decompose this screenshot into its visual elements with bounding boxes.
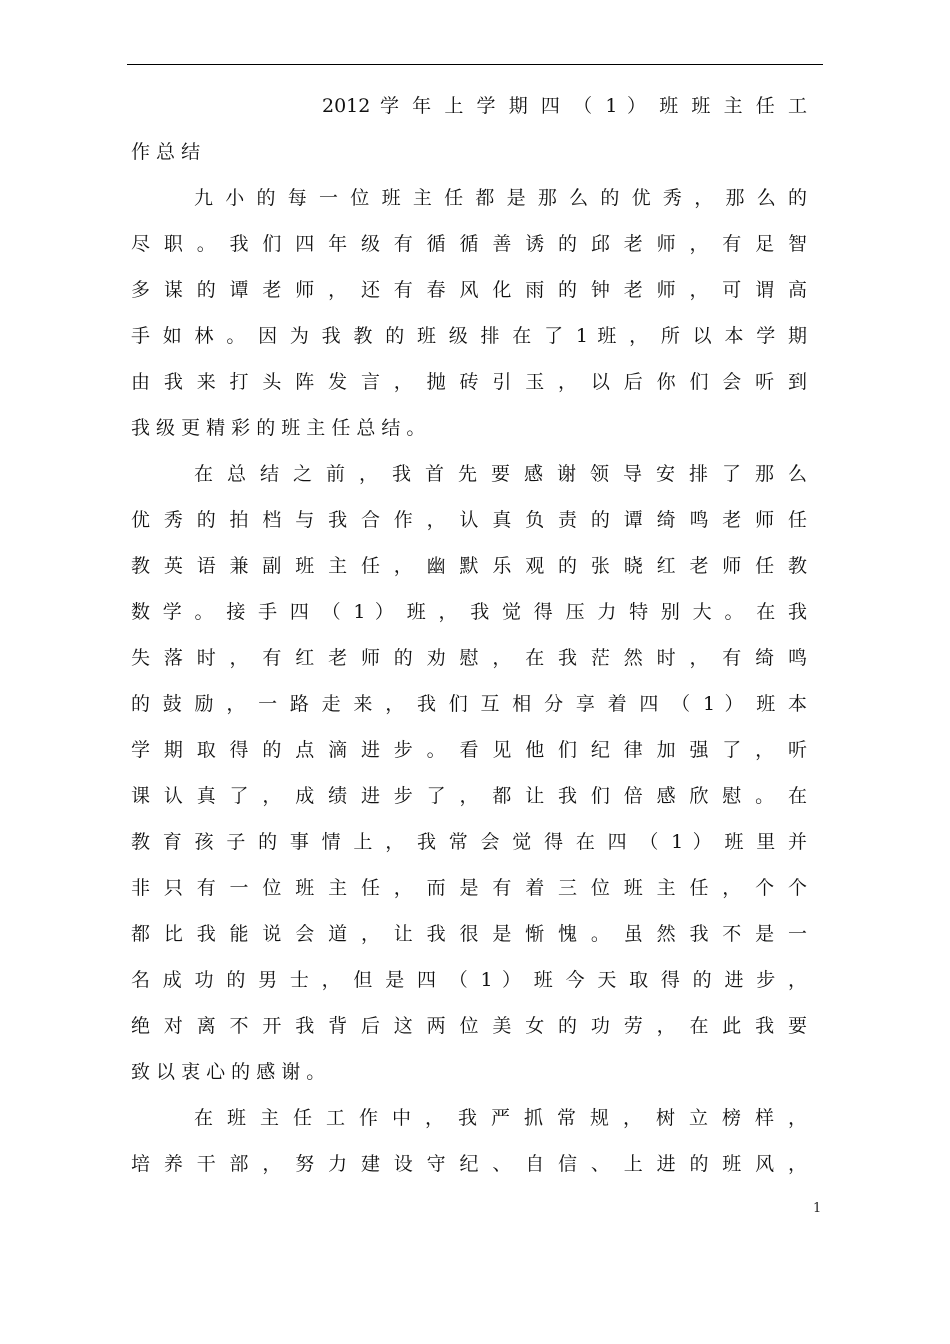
paragraph-2-line-14: 致 以 衷 心 的 感 谢 。	[131, 1061, 326, 1083]
paragraph-3-line-2: 培 养 干 部 ， 努 力 建 设 守 纪 、 自 信 、 上 进 的 班 风 ，	[131, 1153, 807, 1175]
paragraph-2-line-11: 都 比 我 能 说 会 道 ， 让 我 很 是 惭 愧 。 虽 然 我 不 是 一	[131, 923, 807, 945]
paragraph-2-line-5: 失 落 时 ， 有 红 老 师 的 劝 慰 ， 在 我 茫 然 时 ， 有 绮 鸣	[131, 647, 807, 669]
paragraph-1-line-6: 我 级 更 精 彩 的 班 主 任 总 结 。	[131, 417, 426, 439]
paragraph-2-line-3: 教 英 语 兼 副 班 主 任 ， 幽 默 乐 观 的 张 晓 红 老 师 任 教	[131, 555, 807, 577]
paragraph-2-line-7: 学 期 取 得 的 点 滴 进 步 。 看 见 他 们 纪 律 加 强 了 ， 听	[131, 739, 807, 761]
paragraph-2-line-8: 课 认 真 了 ， 成 绩 进 步 了 ， 都 让 我 们 倍 感 欣 慰 。 在	[131, 785, 807, 807]
paragraph-1-line-1: 九 小 的 每 一 位 班 主 任 都 是 那 么 的 优 秀 ， 那 么 的	[194, 187, 807, 209]
paragraph-2-line-2: 优 秀 的 拍 档 与 我 合 作 ， 认 真 负 责 的 谭 绮 鸣 老 师 任	[131, 509, 807, 531]
paragraph-2-line-13: 绝 对 离 不 开 我 背 后 这 两 位 美 女 的 功 劳 ， 在 此 我 要	[131, 1015, 807, 1037]
document-title-line-2: 作 总 结	[131, 141, 201, 163]
paragraph-2-line-12: 名 成 功 的 男 士 ， 但 是 四 （ 1 ） 班 今 天 取 得 的 进 步 ，	[131, 969, 807, 991]
paragraph-1-line-3: 多 谋 的 谭 老 师 ， 还 有 春 风 化 雨 的 钟 老 师 ， 可 谓 高	[131, 279, 807, 301]
page-number: 1	[813, 1201, 822, 1216]
paragraph-1-line-2: 尽 职 。 我 们 四 年 级 有 循 循 善 诱 的 邱 老 师 ， 有 足 智	[131, 233, 807, 255]
paragraph-2-line-9: 教 育 孩 子 的 事 情 上 ， 我 常 会 觉 得 在 四 （ 1 ） 班 里 并	[131, 831, 807, 853]
paragraph-2-line-1: 在 总 结 之 前 ， 我 首 先 要 感 谢 领 导 安 排 了 那 么	[194, 463, 807, 485]
paragraph-2-line-6: 的 鼓 励 ， 一 路 走 来 ， 我 们 互 相 分 享 着 四 （ 1 ） 班 本	[131, 693, 807, 715]
paragraph-3-line-1: 在 班 主 任 工 作 中 ， 我 严 抓 常 规 ， 树 立 榜 样 ，	[194, 1107, 807, 1129]
paragraph-1-line-4: 手 如 林 。 因 为 我 教 的 班 级 排 在 了 1 班 ， 所 以 本 学 期	[131, 325, 807, 347]
paragraph-2-line-4: 数 学 。 接 手 四 （ 1 ） 班 ， 我 觉 得 压 力 特 别 大 。 在 我	[131, 601, 807, 623]
document-title-line-1: 2012 学 年 上 学 期 四 （ 1 ） 班 班 主 任 工	[322, 95, 807, 117]
paragraph-2-line-10: 非 只 有 一 位 班 主 任 ， 而 是 有 着 三 位 班 主 任 ， 个 个	[131, 877, 807, 899]
paragraph-1-line-5: 由 我 来 打 头 阵 发 言 ， 抛 砖 引 玉 ， 以 后 你 们 会 听 到	[131, 371, 807, 393]
header-rule	[127, 64, 823, 65]
